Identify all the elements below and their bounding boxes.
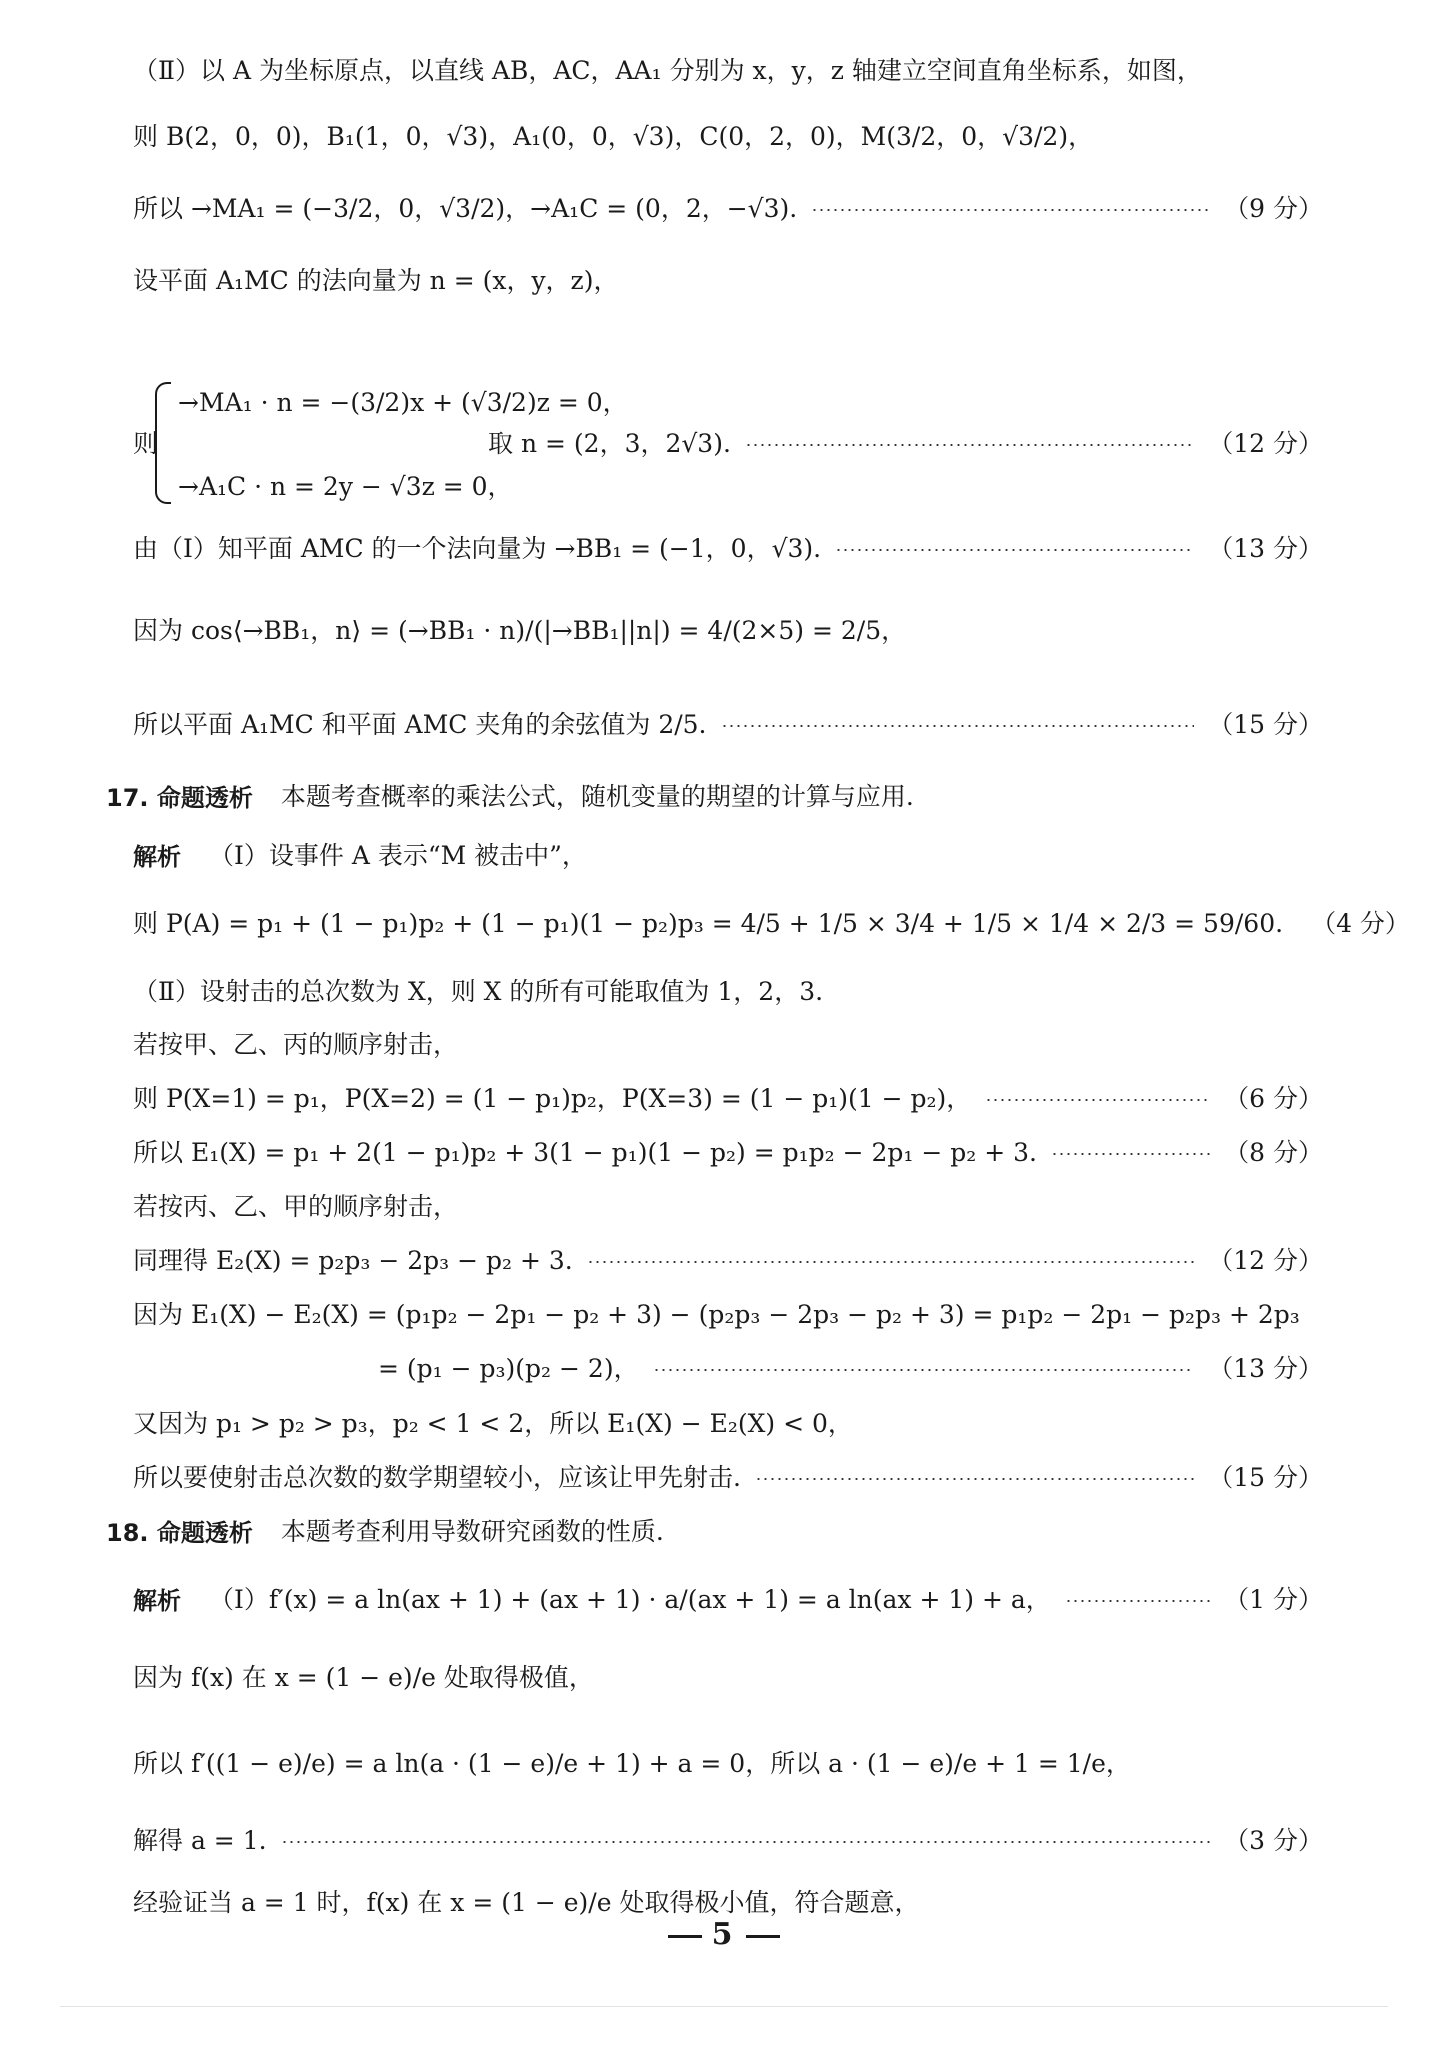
analysis-tag: 解析 [133,842,181,871]
footer-divider [60,2006,1388,2007]
line-text: 所以平面 A₁MC 和平面 AMC 夹角的余弦值为 2/5. [133,710,707,739]
leader-dots [281,1841,1211,1843]
problem-heading [106,778,1296,812]
score: （8 分） [1224,1138,1323,1167]
leader-dots [587,1261,1194,1263]
line-text: 所以要使射击总次数的数学期望较小，应该让甲先射击. [133,1463,741,1492]
line-text: →A₁C · n = 2y − √3z = 0， [178,472,513,501]
score: （4 分） [1311,909,1410,938]
leader-dots [811,209,1210,211]
line-text: 所以 f′((1 − e)/e) = a ln(a · (1 − e)/e + 1) + a = 0，所以 a · (1 − e)/e + 1 = 1/e， [133,1749,1131,1778]
leader-dots [1051,1153,1210,1155]
text-line [133,1405,1323,1439]
line-text: 因为 E₁(X) − E₂(X) = (p₁p₂ − 2p₁ − p₂ + 3) − (p₂p₃ − 2p₃ − p₂ + 3) = p₁p₂ − 2p₁ − p₂p₃ + 2p₃ [133,1300,1300,1329]
text-line [178,468,678,502]
problem-tag: 18. 命题透析 [106,1518,253,1547]
score: （15 分） [1208,710,1323,739]
leader-dots [1065,1600,1210,1602]
line-text: 又因为 p₁ > p₂ > p₃，p₂ < 1 < 2，所以 E₁(X) − E₂(X) < 0， [133,1409,853,1438]
leader-dots [745,444,1194,446]
text-line [133,973,1323,1007]
text-line [133,612,1323,646]
line-text: 若按丙、乙、甲的顺序射击， [133,1192,459,1221]
line-text: 若按甲、乙、丙的顺序射击， [133,1030,459,1059]
leader-dots [721,725,1195,727]
text-line [133,1188,1323,1222]
text-line [133,530,1323,564]
line-text: 本题考查利用导数研究函数的性质. [280,1517,664,1546]
text-line [133,706,1323,740]
leader-dots [985,1099,1210,1101]
line-text: = (p₁ − p₃)(p₂ − 2)， [378,1354,639,1383]
text-line [133,118,1323,152]
text-line [133,1459,1323,1493]
line-text: 经验证当 a = 1 时，f(x) 在 x = (1 − e)/e 处取得极小值，符合题意， [133,1888,920,1917]
line-text: 则 P(A) = p₁ + (1 − p₁)p₂ + (1 − p₁)(1 − p₂)p₃ = 4/5 + 1/5 × 3/4 + 1/5 × 1/4 × 2/3 = 59/60. [133,909,1284,938]
line-text: 所以 →MA₁ = (−3/2，0，√3/2)，→A₁C = (0，2，−√3). [133,194,798,223]
text-line [133,1242,1323,1276]
line-text: 则 P(X=1) = p₁，P(X=2) = (1 − p₁)p₂，P(X=3) = (1 − p₁)(1 − p₂)， [133,1084,972,1113]
score: （3 分） [1224,1826,1323,1855]
line-text: 因为 f(x) 在 x = (1 − e)/e 处取得极值， [133,1663,594,1692]
line-text: 设平面 A₁MC 的法向量为 n = (x，y，z)， [133,266,619,295]
score: （9 分） [1224,194,1323,223]
text-line [378,1350,1323,1384]
text-line [133,1134,1323,1168]
score: （13 分） [1208,1354,1323,1383]
text-line [133,262,1323,296]
text-line [133,905,1410,939]
text-line [133,837,1323,871]
text-line [133,1745,1323,1779]
leader-dots [835,549,1194,551]
text-line [133,425,1323,459]
text-line [133,1659,1323,1693]
score: （6 分） [1224,1084,1323,1113]
problem-tag: 17. 命题透析 [106,783,253,812]
text-line [133,1581,1323,1615]
score: （1 分） [1224,1585,1323,1614]
text-line [133,1884,1323,1918]
leader-dots [653,1369,1195,1371]
problem-heading [106,1513,1296,1547]
score: （15 分） [1208,1463,1323,1492]
page-number-dash [746,1935,780,1938]
line-text: 则 [133,429,159,458]
line-text: →MA₁ · n = −(3/2)x + (√3/2)z = 0， [178,388,628,417]
line-text: 取 n = (2，3，2√3). [488,429,731,458]
line-text: 由（Ⅰ）知平面 AMC 的一个法向量为 →BB₁ = (−1，0，√3). [133,534,822,563]
text-line [133,1026,1323,1060]
score: （12 分） [1208,429,1323,458]
line-text: 则 B(2，0，0)，B₁(1，0，√3)，A₁(0，0，√3)，C(0，2，0)，M(3/2，0，√3/2)， [133,122,1094,151]
text-line [133,52,1323,86]
line-text: 所以 E₁(X) = p₁ + 2(1 − p₁)p₂ + 3(1 − p₁)(1 − p₂) = p₁p₂ − 2p₁ − p₂ + 3. [133,1138,1037,1167]
score: （12 分） [1208,1246,1323,1275]
leader-dots [755,1478,1194,1480]
page-number-value: 5 [711,1917,737,1952]
text-line [133,190,1323,224]
line-text: 同理得 E₂(X) = p₂p₃ − 2p₃ − p₂ + 3. [133,1246,573,1275]
text-line [133,1822,1323,1856]
text-line [178,384,678,418]
text-line [133,1296,1323,1330]
score: （13 分） [1208,534,1323,563]
line-text: （Ⅰ）f′(x) = a ln(ax + 1) + (ax + 1) · a/(ax + 1) = a ln(ax + 1) + a， [209,1585,1051,1614]
line-text: （Ⅰ）设事件 A 表示“M 被击中”， [209,841,587,870]
analysis-tag: 解析 [133,1586,181,1615]
line-text: （Ⅱ）设射击的总次数为 X，则 X 的所有可能取值为 1，2，3. [133,977,824,1006]
page-number [0,1917,1448,1952]
line-text: （Ⅱ）以 A 为坐标原点，以直线 AB，AC，AA₁ 分别为 x，y，z 轴建立空间直角坐标系，如图， [133,56,1202,85]
text-line [133,1080,1323,1114]
page-number-dash [668,1935,702,1938]
line-text: 本题考查概率的乘法公式，随机变量的期望的计算与应用. [280,782,914,811]
line-text: 因为 cos⟨→BB₁，n⟩ = (→BB₁ · n)/(|→BB₁||n|) = 4/(2×5) = 2/5， [133,616,907,645]
line-text: 解得 a = 1. [133,1826,267,1855]
